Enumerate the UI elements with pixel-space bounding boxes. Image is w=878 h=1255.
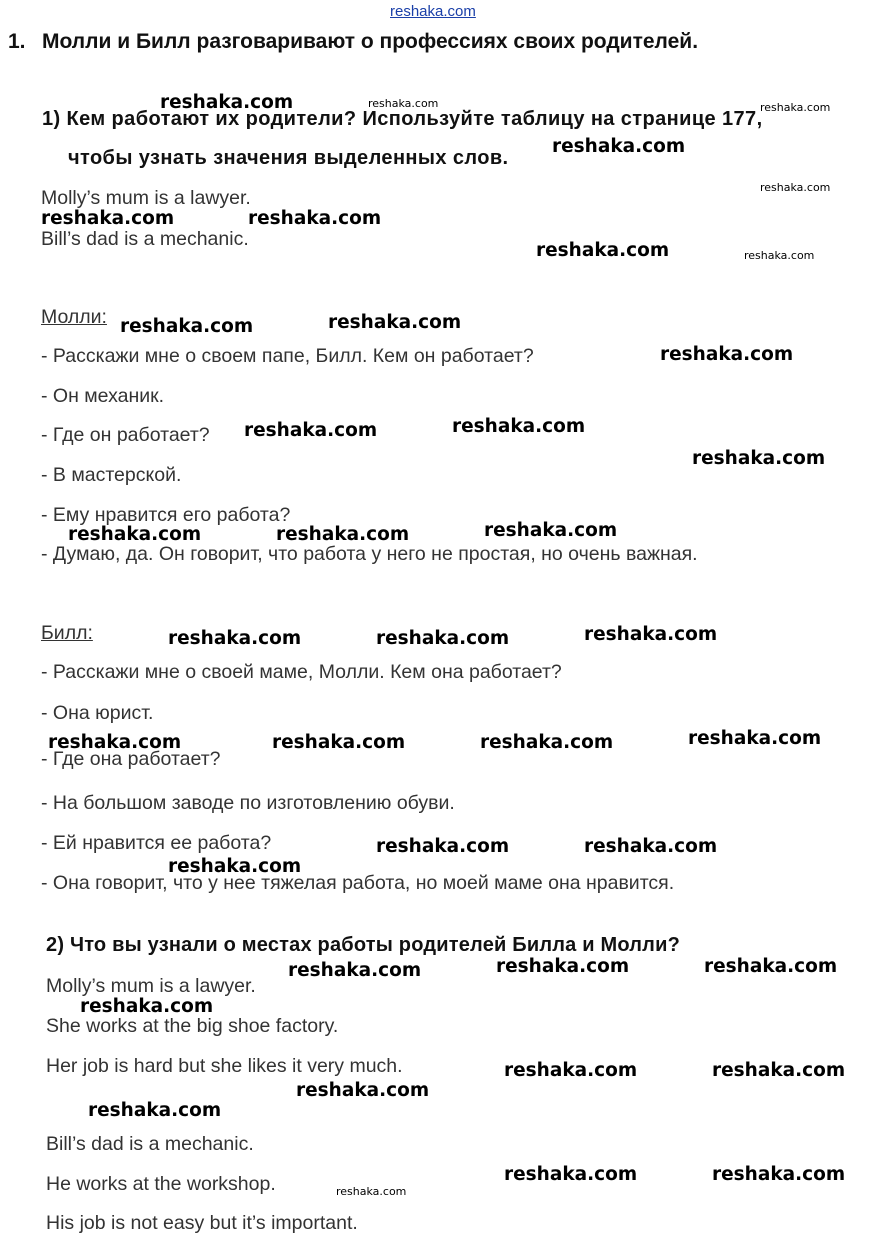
answer-line: Bill’s dad is a mechanic. — [46, 1133, 254, 1155]
watermark: reshaka.com — [480, 732, 614, 753]
part1-question-line1: 1) Кем работают их родители? Используйте таблицу на странице 177, — [42, 108, 763, 130]
watermark: reshaka.com — [248, 208, 382, 229]
watermark: reshaka.com — [744, 249, 815, 262]
watermark: reshaka.com — [584, 624, 718, 645]
watermark: reshaka.com — [704, 956, 838, 977]
watermark: reshaka.com — [272, 732, 406, 753]
task-title: Молли и Билл разговаривают о профессиях своих родителей. — [42, 30, 699, 53]
watermark: reshaka.com — [244, 420, 378, 441]
watermark: reshaka.com — [328, 312, 462, 333]
watermark: reshaka.com — [760, 101, 831, 114]
watermark: reshaka.com — [504, 1060, 638, 1081]
watermark: reshaka.com — [80, 996, 214, 1017]
dialogue-line: - Ей нравится ее работа? — [41, 832, 272, 854]
watermark: reshaka.com — [688, 728, 822, 749]
dialogue-line: - На большом заводе по изготовлению обуви. — [41, 792, 455, 814]
part1-question-line2: чтобы узнать значения выделенных слов. — [68, 147, 509, 169]
part1-sentence: Bill’s dad is a mechanic. — [41, 228, 249, 250]
dialogue-line: - В мастерской. — [41, 464, 182, 486]
watermark: reshaka.com — [584, 836, 718, 857]
watermark: reshaka.com — [160, 92, 294, 113]
watermark: reshaka.com — [536, 240, 670, 261]
watermark: reshaka.com — [168, 628, 302, 649]
watermark: reshaka.com — [368, 97, 439, 110]
part1-sentence: Molly’s mum is a lawyer. — [41, 187, 251, 209]
bill-speaker: Билл: — [41, 622, 93, 644]
watermark: reshaka.com — [88, 1100, 222, 1121]
watermark: reshaka.com — [276, 524, 410, 545]
dialogue-line: - Она юрист. — [41, 702, 154, 724]
watermark: reshaka.com — [504, 1164, 638, 1185]
watermark: reshaka.com — [168, 856, 302, 877]
dialogue-line: - Где он работает? — [41, 424, 210, 446]
answer-line: His job is not easy but it’s important. — [46, 1212, 358, 1234]
dialogue-line: - Думаю, да. Он говорит, что работа у него не простая, но очень важная. — [41, 543, 698, 565]
watermark: reshaka.com — [712, 1060, 846, 1081]
watermark: reshaka.com — [120, 316, 254, 337]
watermark: reshaka.com — [288, 960, 422, 981]
dialogue-line: - Ему нравится его работа? — [41, 504, 291, 526]
watermark: reshaka.com — [760, 181, 831, 194]
watermark: reshaka.com — [376, 836, 510, 857]
watermark: reshaka.com — [376, 628, 510, 649]
dialogue-line: - Расскажи мне о своем папе, Билл. Кем он работает? — [41, 345, 534, 367]
watermark: reshaka.com — [296, 1080, 430, 1101]
dialogue-line: - Где она работает? — [41, 748, 221, 770]
watermark: reshaka.com — [660, 344, 794, 365]
dialogue-line: - Он механик. — [41, 385, 165, 407]
dialogue-line: - Расскажи мне о своей маме, Молли. Кем она работает? — [41, 661, 562, 683]
watermark: reshaka.com — [484, 520, 618, 541]
dialogue-line: - Она говорит, что у нее тяжелая работа, но моей маме она нравится. — [41, 872, 675, 894]
answer-line: Her job is hard but she likes it very much. — [46, 1055, 403, 1077]
watermark: reshaka.com — [68, 524, 202, 545]
watermark: reshaka.com — [712, 1164, 846, 1185]
watermark: reshaka.com — [48, 732, 182, 753]
answer-line: She works at the big shoe factory. — [46, 1015, 339, 1037]
watermark: reshaka.com — [692, 448, 826, 469]
watermark: reshaka.com — [336, 1185, 407, 1198]
watermark: reshaka.com — [552, 136, 686, 157]
molly-speaker: Молли: — [41, 306, 107, 328]
answer-line: Molly’s mum is a lawyer. — [46, 975, 256, 997]
answer-line: He works at the workshop. — [46, 1173, 276, 1195]
watermark: reshaka.com — [452, 416, 586, 437]
site-link[interactable]: reshaka.com — [390, 3, 476, 20]
watermark: reshaka.com — [496, 956, 630, 977]
task-number: 1. — [8, 30, 26, 53]
part2-question: 2) Что вы узнали о местах работы родителей Билла и Молли? — [46, 934, 680, 956]
watermark: reshaka.com — [41, 208, 175, 229]
